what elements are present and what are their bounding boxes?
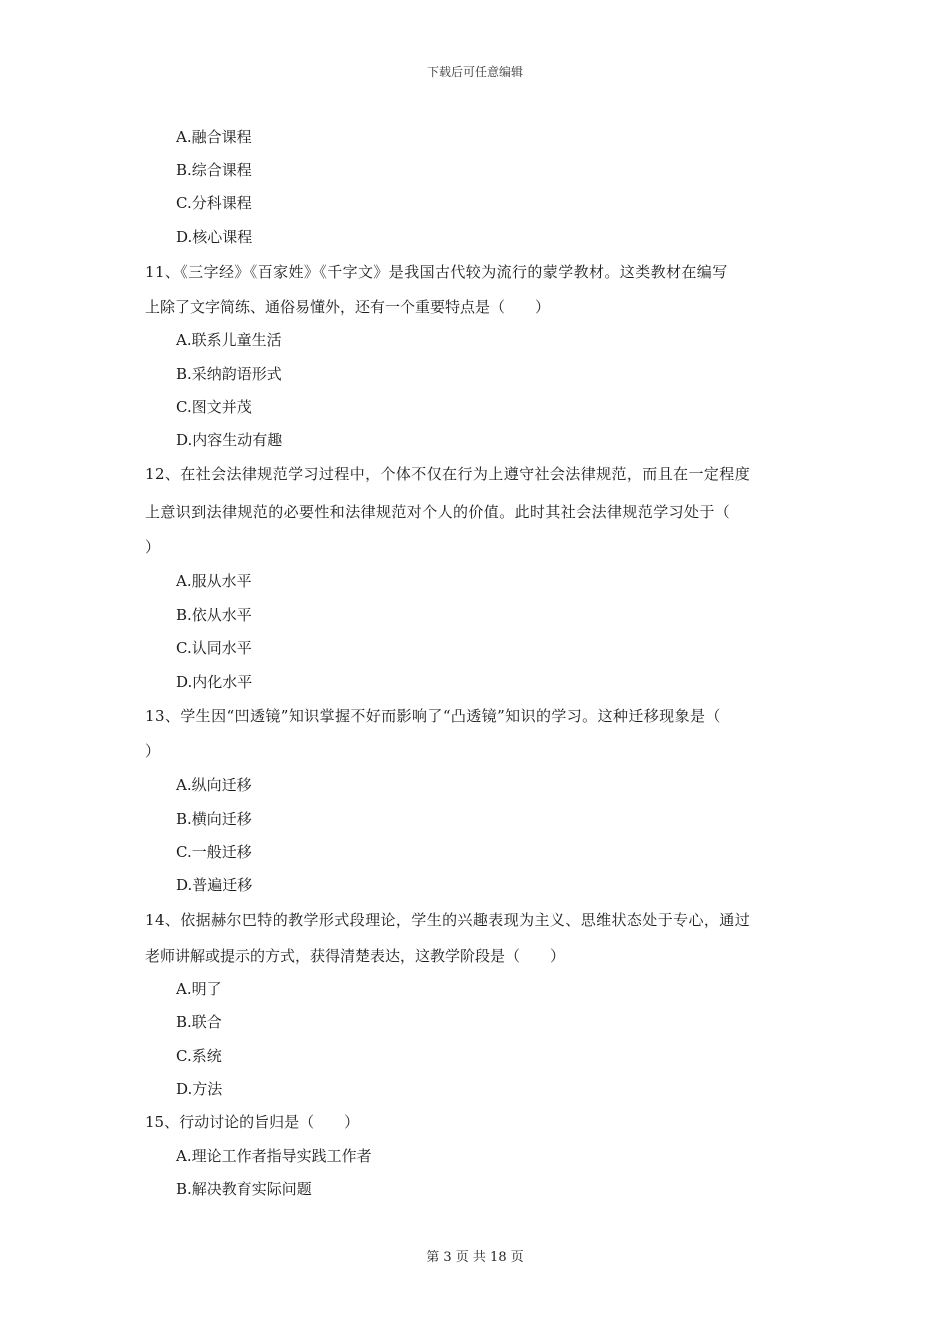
q11-option-b: B.采纳韵语形式 xyxy=(176,365,282,383)
q13-option-d: D.普遍迁移 xyxy=(176,876,253,894)
question-12-cont: 上意识到法律规范的必要性和法律规范对个人的价值。此时其社会法律规范学习处于（ xyxy=(145,503,731,521)
option-d: D.核心课程 xyxy=(176,228,253,246)
option-c: C.分科课程 xyxy=(176,194,252,212)
page-header: 下载后可任意编辑 xyxy=(426,65,523,79)
q13-option-c: C.一般迁移 xyxy=(176,843,252,861)
q11-option-c: C.图文并茂 xyxy=(176,398,252,416)
question-15: 15、行动讨论的旨归是（ ） xyxy=(145,1113,360,1131)
q15-option-a: A.理论工作者指导实践工作者 xyxy=(176,1147,372,1165)
q14-option-d: D.方法 xyxy=(176,1080,223,1098)
q14-option-a: A.明了 xyxy=(176,980,222,998)
question-13: 13、学生因“凹透镜”知识掌握不好而影响了“凸透镜”知识的学习。这种迁移现象是（ xyxy=(145,707,721,725)
question-11: 11、《三字经》《百家姓》《千字文》是我国古代较为流行的蒙学教材。这类教材在编写 xyxy=(145,263,728,281)
q12-option-b: B.依从水平 xyxy=(176,606,252,624)
q11-option-a: A.联系儿童生活 xyxy=(176,331,282,349)
question-12-cont2: ） xyxy=(145,538,161,556)
option-b: B.综合课程 xyxy=(176,161,252,179)
q12-option-a: A.服从水平 xyxy=(176,572,252,590)
q12-option-c: C.认同水平 xyxy=(176,639,252,657)
q11-option-d: D.内容生动有趣 xyxy=(176,431,283,449)
option-a: A.融合课程 xyxy=(176,128,252,146)
q12-option-d: D.内化水平 xyxy=(176,673,253,691)
q14-option-b: B.联合 xyxy=(176,1013,222,1031)
question-12: 12、在社会法律规范学习过程中，个体不仅在行为上遵守社会法律规范，而且在一定程度 xyxy=(145,465,751,483)
q13-option-b: B.横向迁移 xyxy=(176,810,252,828)
question-11-cont: 上除了文字简练、通俗易懂外，还有一个重要特点是（ ） xyxy=(145,298,551,316)
q15-option-b: B.解决教育实际问题 xyxy=(176,1180,312,1198)
q14-option-c: C.系统 xyxy=(176,1047,222,1065)
question-13-cont: ） xyxy=(145,742,161,760)
question-14-cont: 老师讲解或提示的方式，获得清楚表达，这教学阶段是（ ） xyxy=(145,947,566,965)
question-14: 14、依据赫尔巴特的教学形式段理论，学生的兴趣表现为主义、思维状态处于专心，通过 xyxy=(145,911,751,929)
page-footer: 第 3 页 共 18 页 xyxy=(426,1250,524,1265)
q13-option-a: A.纵向迁移 xyxy=(176,776,252,794)
